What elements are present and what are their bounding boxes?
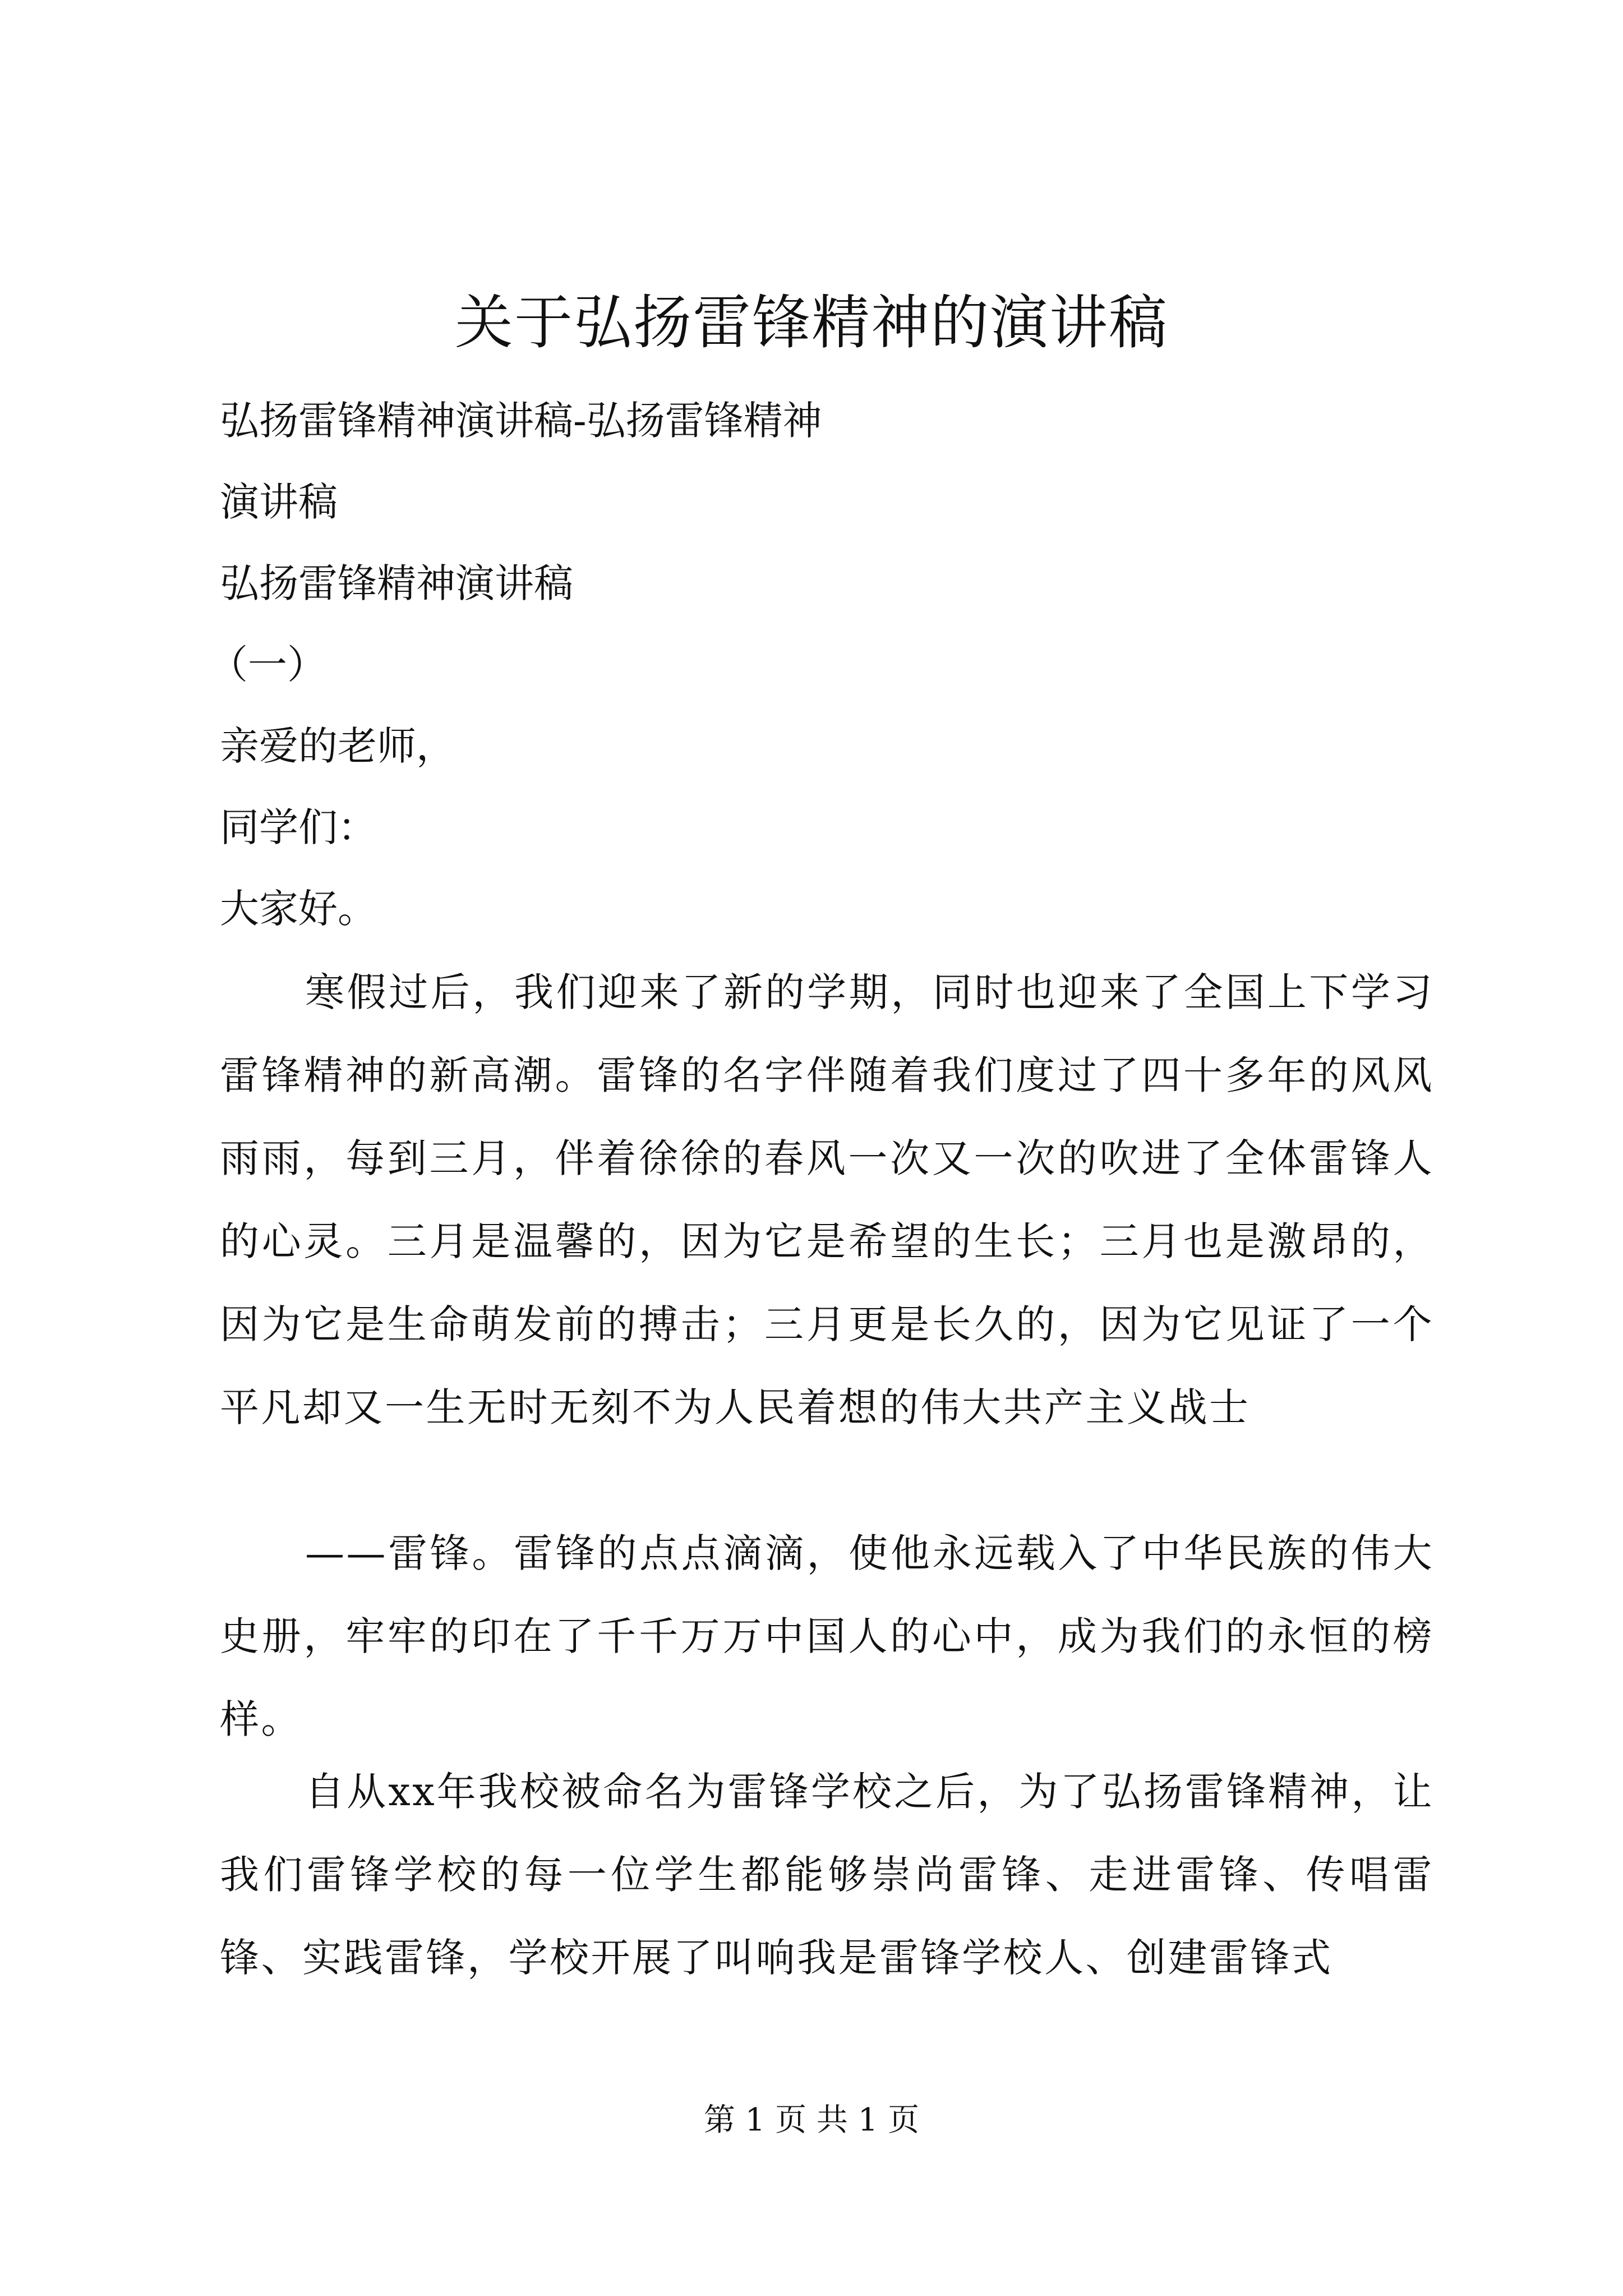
greeting-line-2: 同学们： [220, 804, 377, 850]
page-footer: 第 1 页 共 1 页 [703, 2102, 920, 2138]
section-number: （一） [209, 642, 326, 688]
body-paragraph-1: 寒假过后，我们迎来了新的学期，同时也迎来了全国上下学习雷锋精神的新高潮。雷锋的名字伴随着我们度过了四十多年的风风雨雨，每到三月，伴着徐徐的春风一次又一次的吹进了全体雷锋人的心灵。三月是温馨的，因为它是希望的生长；三月也是激昂的，因为它是生命萌发前的搏击；三月更是长久的，因为它见证了一个平凡却又一生无时无刻不为人民着想的伟大共产主义战士 [220, 969, 1434, 1430]
body-paragraph-3: 自从xx年我校被命名为雷锋学校之后，为了弘扬雷锋精神，让我们雷锋学校的每一位学生都能够崇尚雷锋、走进雷锋、传唱雷锋、实践雷锋，学校开展了叫响我是雷锋学校人、创建雷锋式 [220, 1769, 1434, 1981]
subtitle-line-2: 演讲稿 [220, 479, 338, 525]
body-paragraph-2: ——雷锋。雷锋的点点滴滴，使他永远载入了中华民族的伟大史册，牢牢的印在了千千万万中国人的心中，成为我们的永恒的榜样。 [220, 1530, 1434, 1742]
greeting-line-3: 大家好。 [220, 886, 377, 932]
greeting-line-1: 亲爱的老师， [220, 723, 455, 769]
document-title: 关于弘扬雷锋精神的演讲稿 [454, 288, 1168, 357]
subtitle-line-3: 弘扬雷锋精神演讲稿 [220, 560, 573, 606]
subtitle-line-1: 弘扬雷锋精神演讲稿-弘扬雷锋精神 [220, 398, 822, 444]
